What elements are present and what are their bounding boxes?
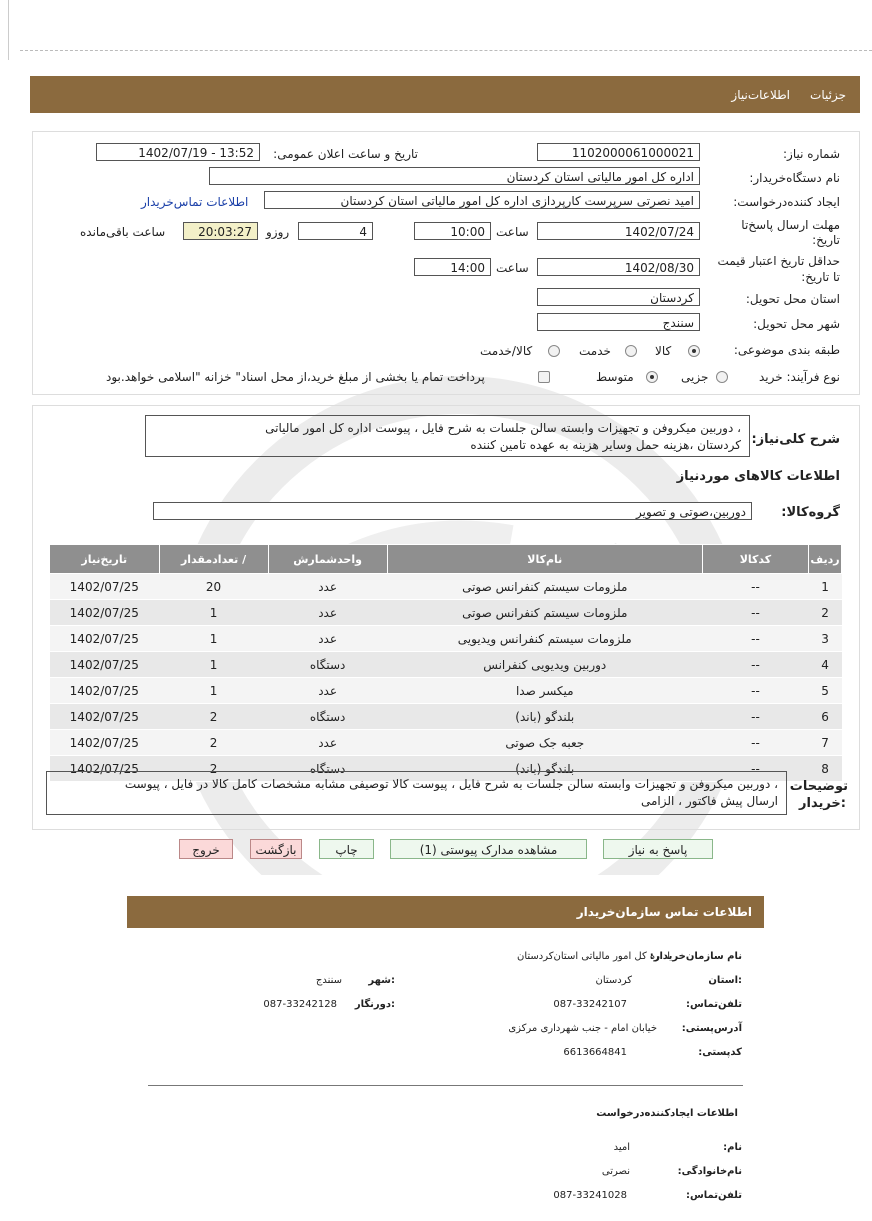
cell-date: 1402/07/25 xyxy=(50,600,160,626)
buyer-label: نام دستگاه‌خریدار: xyxy=(749,171,840,185)
province-contact-value: کردستان xyxy=(595,975,632,986)
cell-date: 1402/07/25 xyxy=(50,704,160,730)
cell-unit: عدد xyxy=(268,678,387,704)
cell-unit: دستگاه xyxy=(268,756,387,782)
cell-name: بلندگو (باند) xyxy=(387,756,702,782)
phone-value: 087-33242107 xyxy=(553,999,627,1010)
province-field: کردستان xyxy=(537,288,700,306)
cell-name: ملزومات سیستم کنفرانس صوتی xyxy=(387,600,702,626)
exit-button[interactable]: خروج xyxy=(179,839,233,859)
goods-group-field: دوربین،صوتی و تصویر xyxy=(153,502,752,520)
cell-code: -- xyxy=(702,600,808,626)
contact-divider xyxy=(148,1085,743,1086)
creator-info-title: اطلاعات ایجاد‌کننده‌درخواست xyxy=(596,1108,738,1119)
cell-code: -- xyxy=(702,730,808,756)
goods-table xyxy=(49,544,842,782)
need-number-field: 1102000061000021 xyxy=(537,143,700,161)
contact-header xyxy=(127,896,764,928)
cell-quantity: 1 xyxy=(159,652,268,678)
creator-phone-label: تلفن‌تماس: xyxy=(685,1190,742,1201)
cell-quantity: 20 xyxy=(159,574,268,600)
phone-label: تلفن‌تماس: xyxy=(685,999,742,1010)
cell-name: میکسر صدا xyxy=(387,678,702,704)
buyer-notes-line-1: ، دوربین میکروفن و تجهیزات وابسته سالن جلسات به شرح فایل ، پیوست کالا توصیفی مشابه مشخصات کامل کالا در فایل ، پیوست xyxy=(124,777,778,791)
creator-phone-value: 087-33241028 xyxy=(553,1190,627,1201)
province-contact-label: :استان xyxy=(708,975,742,986)
cell-row: 5 xyxy=(809,678,842,704)
buyer-contact-link[interactable]: اطلاعات تماس‌خریدار xyxy=(141,195,249,209)
process-label: نوع فرآیند: خرید xyxy=(759,370,840,384)
general-desc-box xyxy=(145,415,750,457)
category-goods-radio[interactable] xyxy=(688,343,700,357)
cell-name: بلندگو (باند) xyxy=(387,704,702,730)
cell-date: 1402/07/25 xyxy=(50,652,160,678)
deadline-label: مهلت ارسال پاسخ‌تا xyxy=(741,218,840,232)
table-row xyxy=(50,600,842,626)
cell-date: 1402/07/25 xyxy=(50,678,160,704)
province-label: استان محل تحویل: xyxy=(745,292,840,306)
cell-quantity: 1 xyxy=(159,600,268,626)
cell-date: 1402/07/25 xyxy=(50,756,160,782)
remaining-time-field: 20:03:27 xyxy=(183,222,258,240)
table-header-row xyxy=(50,545,842,574)
cell-code: -- xyxy=(702,626,808,652)
general-desc-line-2: کردستان ،هزینه حمل وسایر هزینه به عهده تامین کننده xyxy=(470,438,741,452)
col-unit: واحدشمارش xyxy=(268,545,387,574)
cell-unit: عدد xyxy=(268,600,387,626)
days-label: روز‌و xyxy=(266,225,290,239)
creator-family-value: نصرتی xyxy=(601,1166,630,1177)
cell-quantity: 2 xyxy=(159,704,268,730)
city-contact-value: سنندج xyxy=(315,975,342,986)
validity-date-field: 1402/08/30 xyxy=(537,258,700,276)
cell-unit: عدد xyxy=(268,730,387,756)
fax-value: 087-33242128 xyxy=(263,999,337,1010)
process-partial-radio[interactable] xyxy=(716,369,728,383)
deadline-time-label: ساعت xyxy=(496,225,529,239)
creator-name-value: امید xyxy=(613,1142,630,1153)
cell-quantity: 1 xyxy=(159,626,268,652)
cell-code: -- xyxy=(702,678,808,704)
validity-time-label: ساعت xyxy=(496,261,529,275)
table-row xyxy=(50,626,842,652)
creator-label: ایجاد کننده‌درخواست: xyxy=(733,195,840,209)
buyer-notes-box xyxy=(46,771,787,815)
buyer-notes-label: توضیحات xyxy=(789,779,848,794)
col-name: نام‌کالا xyxy=(387,545,702,574)
cell-row: 8 xyxy=(809,756,842,782)
address-value: خیابان امام - جنب شهرداری مرکزی xyxy=(508,1023,657,1034)
city-label: شهر محل تحویل: xyxy=(753,317,840,331)
col-date: تاریخ‌نیاز xyxy=(50,545,160,574)
address-label: آدرس‌پستی: xyxy=(681,1023,742,1034)
category-both-label: کالا/خدمت xyxy=(480,344,533,358)
cell-quantity: 2 xyxy=(159,756,268,782)
cell-code: -- xyxy=(702,652,808,678)
city-field: سنندج xyxy=(537,313,700,331)
buyer-field: اداره کل امور مالیاتی استان کردستان xyxy=(209,167,700,185)
process-partial-label: جزیی xyxy=(681,370,709,384)
cell-name: ملزومات سیستم کنفرانس صوتی xyxy=(387,574,702,600)
process-medium-label: متوسط xyxy=(596,370,634,384)
view-attachments-button[interactable]: مشاهده مدارک پیوستی (1) xyxy=(390,839,587,859)
cell-date: 1402/07/25 xyxy=(50,626,160,652)
cell-code: -- xyxy=(702,756,808,782)
cell-unit: عدد xyxy=(268,626,387,652)
general-desc-line-1: ، دوربین میکروفن و تجهیزات وابسته سالن جلسات به شرح فایل ، پیوست اداره کل امور مالیاتی xyxy=(265,421,741,435)
buyer-notes-line-2: ارسال پیش فاکتور ، الزامی xyxy=(640,794,778,808)
process-medium-radio[interactable] xyxy=(646,369,658,383)
cell-unit: عدد xyxy=(268,574,387,600)
cell-unit: دستگاه xyxy=(268,704,387,730)
creator-name-label: نام: xyxy=(723,1142,742,1153)
postal-label: کد‌پستی: xyxy=(698,1047,742,1058)
goods-info-title: اطلاعات کالاهای موردنیاز xyxy=(676,469,840,484)
details-header xyxy=(30,76,860,113)
cell-row: 6 xyxy=(809,704,842,730)
creator-family-label: نام‌خانوادگی: xyxy=(677,1166,742,1177)
general-desc-label: شرح کلی‌نیاز: xyxy=(751,432,840,447)
remaining-label: ساعت باقی‌مانده xyxy=(80,225,166,239)
validity-label: حداقل تاریخ اعتبار قیمت xyxy=(717,254,840,268)
cell-unit: دستگاه xyxy=(268,652,387,678)
need-number-label: شماره نیاز: xyxy=(783,147,840,161)
col-row: ردیف xyxy=(809,545,842,574)
cell-date: 1402/07/25 xyxy=(50,574,160,600)
announce-field: 1402/07/19 - 13:52 xyxy=(96,143,260,161)
table-row xyxy=(50,678,842,704)
cell-row: 2 xyxy=(809,600,842,626)
cell-name: ملزومات سیستم کنفرانس ویدیویی xyxy=(387,626,702,652)
category-both-radio[interactable] xyxy=(548,343,560,357)
announce-label: تاریخ و ساعت اعلان عمومی: xyxy=(273,147,418,161)
city-contact-label: :شهر xyxy=(368,975,395,986)
table-row xyxy=(50,704,842,730)
creator-field: امید نصرتی سرپرست کارپردازی اداره کل امور مالیاتی استان کردستان xyxy=(264,191,700,209)
top-divider xyxy=(20,50,872,51)
org-value: اداره کل امور مالیاتی استان‌کردستان xyxy=(517,951,670,962)
cell-quantity: 2 xyxy=(159,730,268,756)
left-edge-line xyxy=(8,0,9,60)
validity-label-2: تا تاریخ: xyxy=(801,270,840,284)
table-row xyxy=(50,730,842,756)
goods-group-label: گروه‌کالا: xyxy=(781,505,840,520)
category-service-radio[interactable] xyxy=(625,343,637,357)
buyer-notes-label-2: :خریدار xyxy=(799,796,846,811)
cell-row: 3 xyxy=(809,626,842,652)
back-button[interactable]: بازگشت xyxy=(250,839,302,859)
contact-title: اطلاعات تماس سازمان‌خریدار xyxy=(576,905,752,919)
cell-row: 7 xyxy=(809,730,842,756)
table-row xyxy=(50,574,842,600)
deadline-date-field: 1402/07/24 xyxy=(537,222,700,240)
cell-code: -- xyxy=(702,704,808,730)
category-label: طبقه بندی موضوعی: xyxy=(733,343,840,357)
deadline-time-field: 10:00 xyxy=(414,222,491,240)
deadline-label-2: تاریخ: xyxy=(812,233,840,247)
cell-code: -- xyxy=(702,574,808,600)
tab-details[interactable]: جزئیات xyxy=(810,88,846,102)
days-field: 4 xyxy=(298,222,373,240)
print-button[interactable]: چاپ xyxy=(319,839,374,859)
category-goods-label: کالا xyxy=(655,344,672,358)
cell-name: جعبه جک صوتی xyxy=(387,730,702,756)
col-quantity: / تعدادمقدار xyxy=(159,545,268,574)
table-row xyxy=(50,652,842,678)
category-service-label: خدمت xyxy=(579,344,611,358)
payment-checkbox[interactable] xyxy=(538,369,550,383)
postal-value: 6613664841 xyxy=(563,1047,627,1058)
reply-button[interactable]: پاسخ به نیاز xyxy=(603,839,713,859)
cell-name: دوربین ویدیویی کنفرانس xyxy=(387,652,702,678)
cell-date: 1402/07/25 xyxy=(50,730,160,756)
tab-need-info[interactable]: اطلاعات‌نیاز xyxy=(731,88,790,102)
col-code: کدکالا xyxy=(702,545,808,574)
cell-row: 1 xyxy=(809,574,842,600)
validity-time-field: 14:00 xyxy=(414,258,491,276)
org-label: نام سازمان‌خریدار: xyxy=(649,951,742,962)
fax-label: :دورنگار xyxy=(354,999,395,1010)
cell-row: 4 xyxy=(809,652,842,678)
payment-note: پرداخت تمام یا بخشی از مبلغ خرید،از محل اسناد" خزانه "اسلامی خواهد.بود xyxy=(106,370,485,384)
cell-quantity: 1 xyxy=(159,678,268,704)
